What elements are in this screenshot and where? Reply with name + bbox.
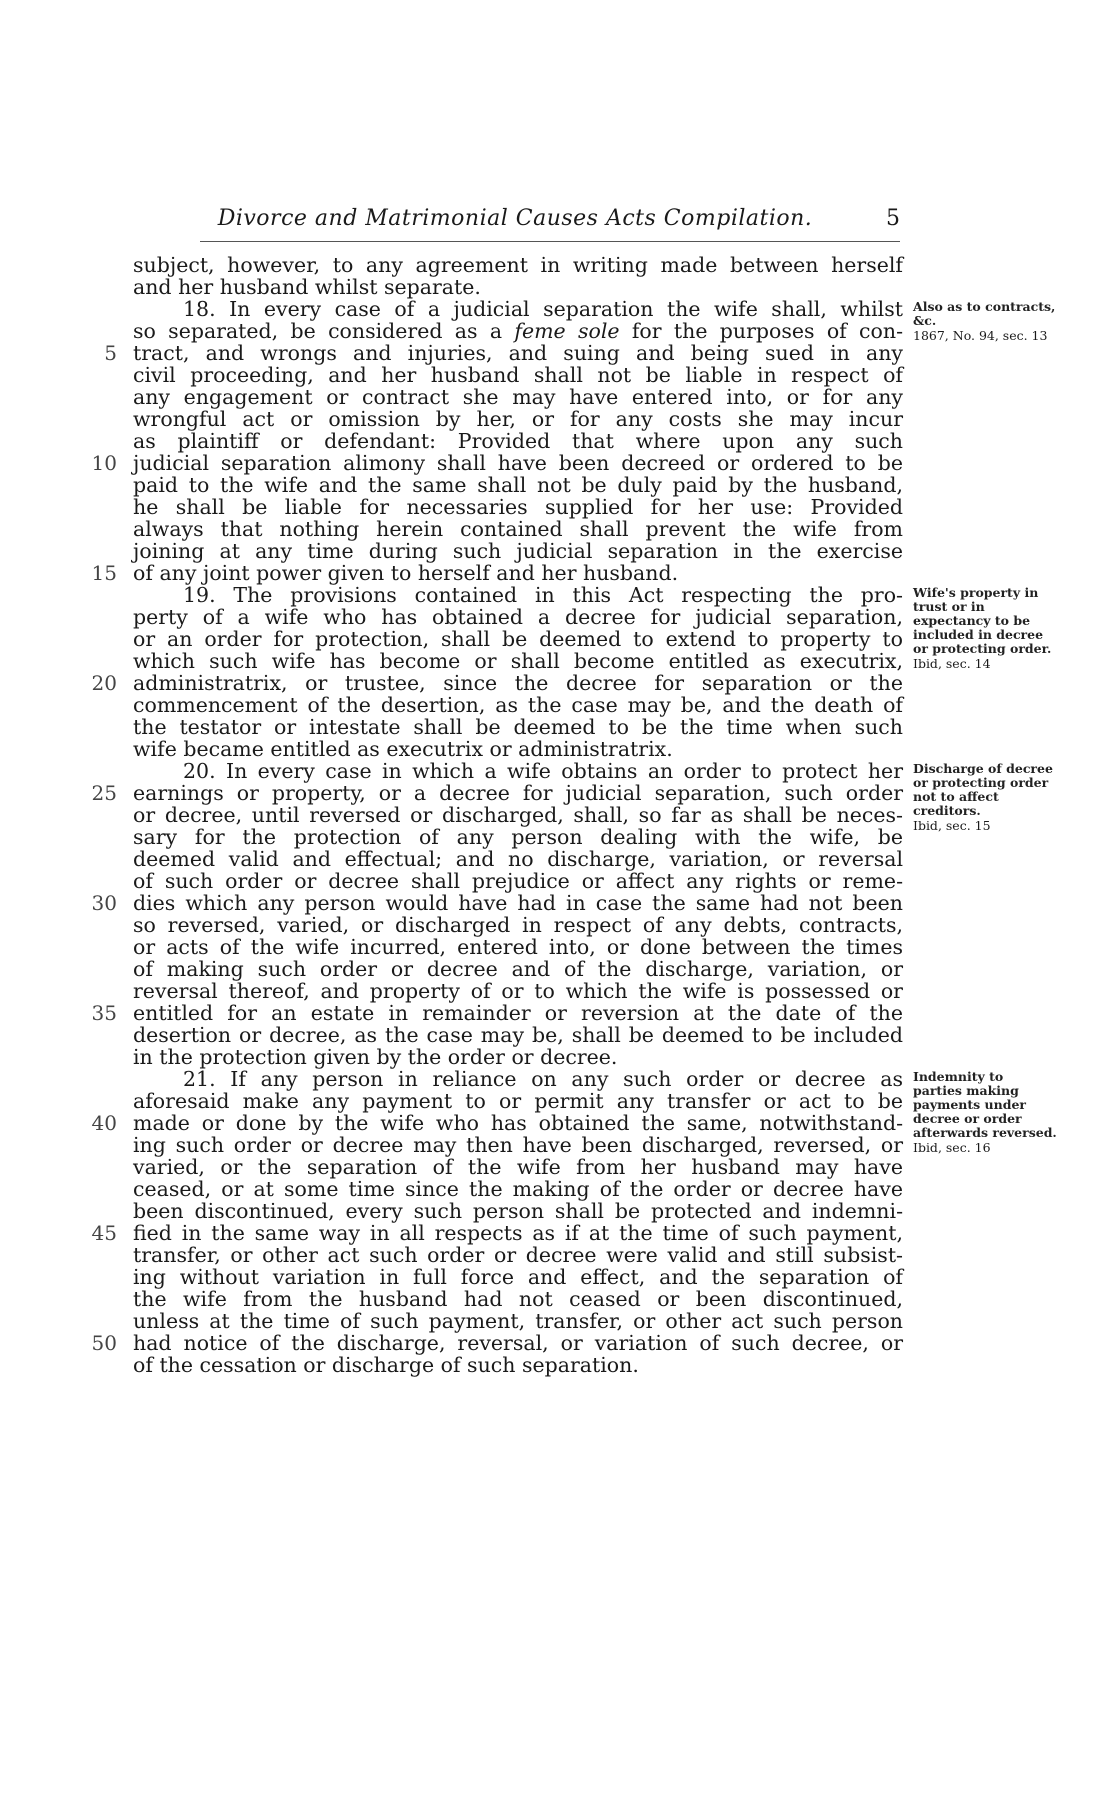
- text-line: any engagement or contract she may have entered into, or for any: [133, 385, 903, 409]
- text-line: earnings or property, or a decree for judicial separation, such order: [133, 781, 903, 805]
- text-line: or an order for protection, shall be deemed to extend to property to: [133, 627, 903, 651]
- margin-note-line: or protecting order: [913, 775, 1049, 790]
- text-line: paid to the wife and the same shall not be duly paid by the husband,: [133, 473, 903, 497]
- section-20-start: 20. In every case in which a wife obtains an order to protect her: [183, 759, 903, 783]
- section-19-start: 19. The provisions contained in this Act respecting the pro-: [183, 583, 903, 607]
- text-line: the testator or intestate shall be deemed to be the time when such: [133, 715, 903, 739]
- margin-note-line: Also as to contracts,: [913, 299, 1056, 314]
- margin-note-line: afterwards reversed.: [913, 1125, 1057, 1140]
- line-number: 40: [91, 1111, 117, 1135]
- line-number: 15: [91, 561, 117, 585]
- text-line: wrongful act or omission by her, or for any costs she may incur: [133, 407, 903, 431]
- text-line: and her husband whilst separate.: [133, 275, 481, 299]
- text-line: aforesaid make any payment to or permit any transfer or act to be: [133, 1089, 903, 1113]
- text-line: subject, however, to any agreement in writing made between herself: [133, 253, 903, 277]
- text-line: ing without variation in full force and effect, and the separation of: [133, 1265, 903, 1289]
- margin-note-line: Wife's property in: [913, 585, 1039, 600]
- margin-note-line: Indemnity to: [913, 1069, 1004, 1084]
- text-line: fied in the same way in all respects as if at the time of such payment,: [133, 1221, 903, 1245]
- text-line: in the protection given by the order or decree.: [133, 1045, 618, 1069]
- margin-note-line: not to affect: [913, 789, 999, 804]
- text-line: of the cessation or discharge of such separation.: [133, 1353, 639, 1377]
- text-line: or decree, until reversed or discharged, shall, so far as shall be neces-: [133, 803, 903, 827]
- section-21-start: 21. If any person in reliance on any such order or decree as: [183, 1067, 903, 1091]
- text-line: which such wife has become or shall become entitled as executrix,: [133, 649, 903, 673]
- margin-note-line: expectancy to be: [913, 613, 1031, 628]
- margin-note-sec-20: [913, 762, 1103, 833]
- text-line: of making such order or decree and of the discharge, variation, or: [133, 957, 903, 981]
- text-line: so reversed, varied, or discharged in respect of any debts, contracts,: [133, 913, 903, 937]
- page-number: 5: [886, 206, 900, 231]
- margin-note-line: &c.: [913, 313, 937, 328]
- margin-note-citation: 1867, No. 94, sec. 13: [913, 328, 1048, 343]
- margin-note-sec-19: [913, 586, 1103, 671]
- margin-note-line: payments under: [913, 1097, 1026, 1112]
- margin-note-line: trust or in: [913, 599, 985, 614]
- text-line: dies which any person would have had in case the same had not been: [133, 891, 903, 915]
- margin-note-sec-21: [913, 1070, 1103, 1155]
- text-line: ceased, or at some time since the making of the order or decree have: [133, 1177, 903, 1201]
- text-line: or acts of the wife incurred, entered into, or done between the times: [133, 935, 903, 959]
- text-line: varied, or the separation of the wife from her husband may have: [133, 1155, 903, 1179]
- margin-note-line: included in decree: [913, 627, 1044, 642]
- text-line: transfer, or other act such order or decree were valid and still subsist-: [133, 1243, 903, 1267]
- text-line: perty of a wife who has obtained a decree for judicial separation,: [133, 605, 903, 629]
- text-line: unless at the time of such payment, transfer, or other act such person: [133, 1309, 903, 1333]
- text-line: commencement of the desertion, as the case may be, and the death of: [133, 693, 903, 717]
- text-line: judicial separation alimony shall have been decreed or ordered to be: [133, 451, 903, 475]
- text-line: administratrix, or trustee, since the decree for separation or the: [133, 671, 903, 695]
- text-line: tract, and wrongs and injuries, and suing and being sued in any: [133, 341, 903, 365]
- line-number: 5: [104, 341, 117, 365]
- text-line: ing such order or decree may then have been discharged, reversed, or: [133, 1133, 903, 1157]
- header-title: Divorce and Matrimonial Causes Acts Compilation.: [217, 206, 813, 231]
- text-line: wife became entitled as executrix or administratrix.: [133, 737, 673, 761]
- running-header: [200, 206, 900, 236]
- line-number: 35: [91, 1001, 117, 1025]
- text-line: deemed valid and effectual; and no discharge, variation, or reversal: [133, 847, 903, 871]
- margin-note-line: Discharge of decree: [913, 761, 1053, 776]
- text-line: as plaintiff or defendant: Provided that where upon any such: [133, 429, 903, 453]
- line-number: 30: [91, 891, 117, 915]
- text-line: of such order or decree shall prejudice or affect any rights or reme-: [133, 869, 903, 893]
- text-line: so separated, be considered as a feme sole for the purposes of con-: [133, 319, 904, 343]
- text-line: desertion or decree, as the case may be, shall be deemed to be included: [133, 1023, 903, 1047]
- margin-note-line: or protecting order.: [913, 641, 1052, 656]
- text-line: he shall be liable for necessaries supplied for her use: Provided: [133, 495, 903, 519]
- margin-note-citation: Ibid, sec. 14: [913, 656, 991, 671]
- line-number: 25: [91, 781, 117, 805]
- margin-note-sec-18: [913, 300, 1103, 343]
- text-line: always that nothing herein contained shall prevent the wife from: [133, 517, 903, 541]
- text-line: reversal thereof, and property of or to which the wife is possessed or: [133, 979, 903, 1003]
- line-number: 20: [91, 671, 117, 695]
- line-number: 45: [91, 1221, 117, 1245]
- margin-note-line: creditors.: [913, 803, 981, 818]
- text-line: made or done by the wife who has obtained the same, notwithstand-: [133, 1111, 903, 1135]
- text-line: civil proceeding, and her husband shall not be liable in respect of: [133, 363, 903, 387]
- line-number: 50: [91, 1331, 117, 1355]
- text-line: of any joint power given to herself and her husband.: [133, 561, 679, 585]
- text-line: entitled for an estate in remainder or reversion at the date of the: [133, 1001, 903, 1025]
- text-line: sary for the protection of any person dealing with the wife, be: [133, 825, 903, 849]
- margin-note-citation: Ibid, sec. 16: [913, 1140, 991, 1155]
- header-rule: [200, 241, 900, 242]
- margin-note-line: decree or order: [913, 1111, 1022, 1126]
- line-number: 10: [91, 451, 117, 475]
- text-line: the wife from the husband had not ceased or been discontinued,: [133, 1287, 903, 1311]
- section-18-start: 18. In every case of a judicial separation the wife shall, whilst: [183, 297, 903, 321]
- margin-note-line: parties making: [913, 1083, 1019, 1098]
- text-line: joining at any time during such judicial separation in the exercise: [133, 539, 903, 563]
- text-line: had notice of the discharge, reversal, or variation of such decree, or: [133, 1331, 903, 1355]
- margin-note-citation: Ibid, sec. 15: [913, 818, 991, 833]
- text-line: been discontinued, every such person shall be protected and indemni-: [133, 1199, 903, 1223]
